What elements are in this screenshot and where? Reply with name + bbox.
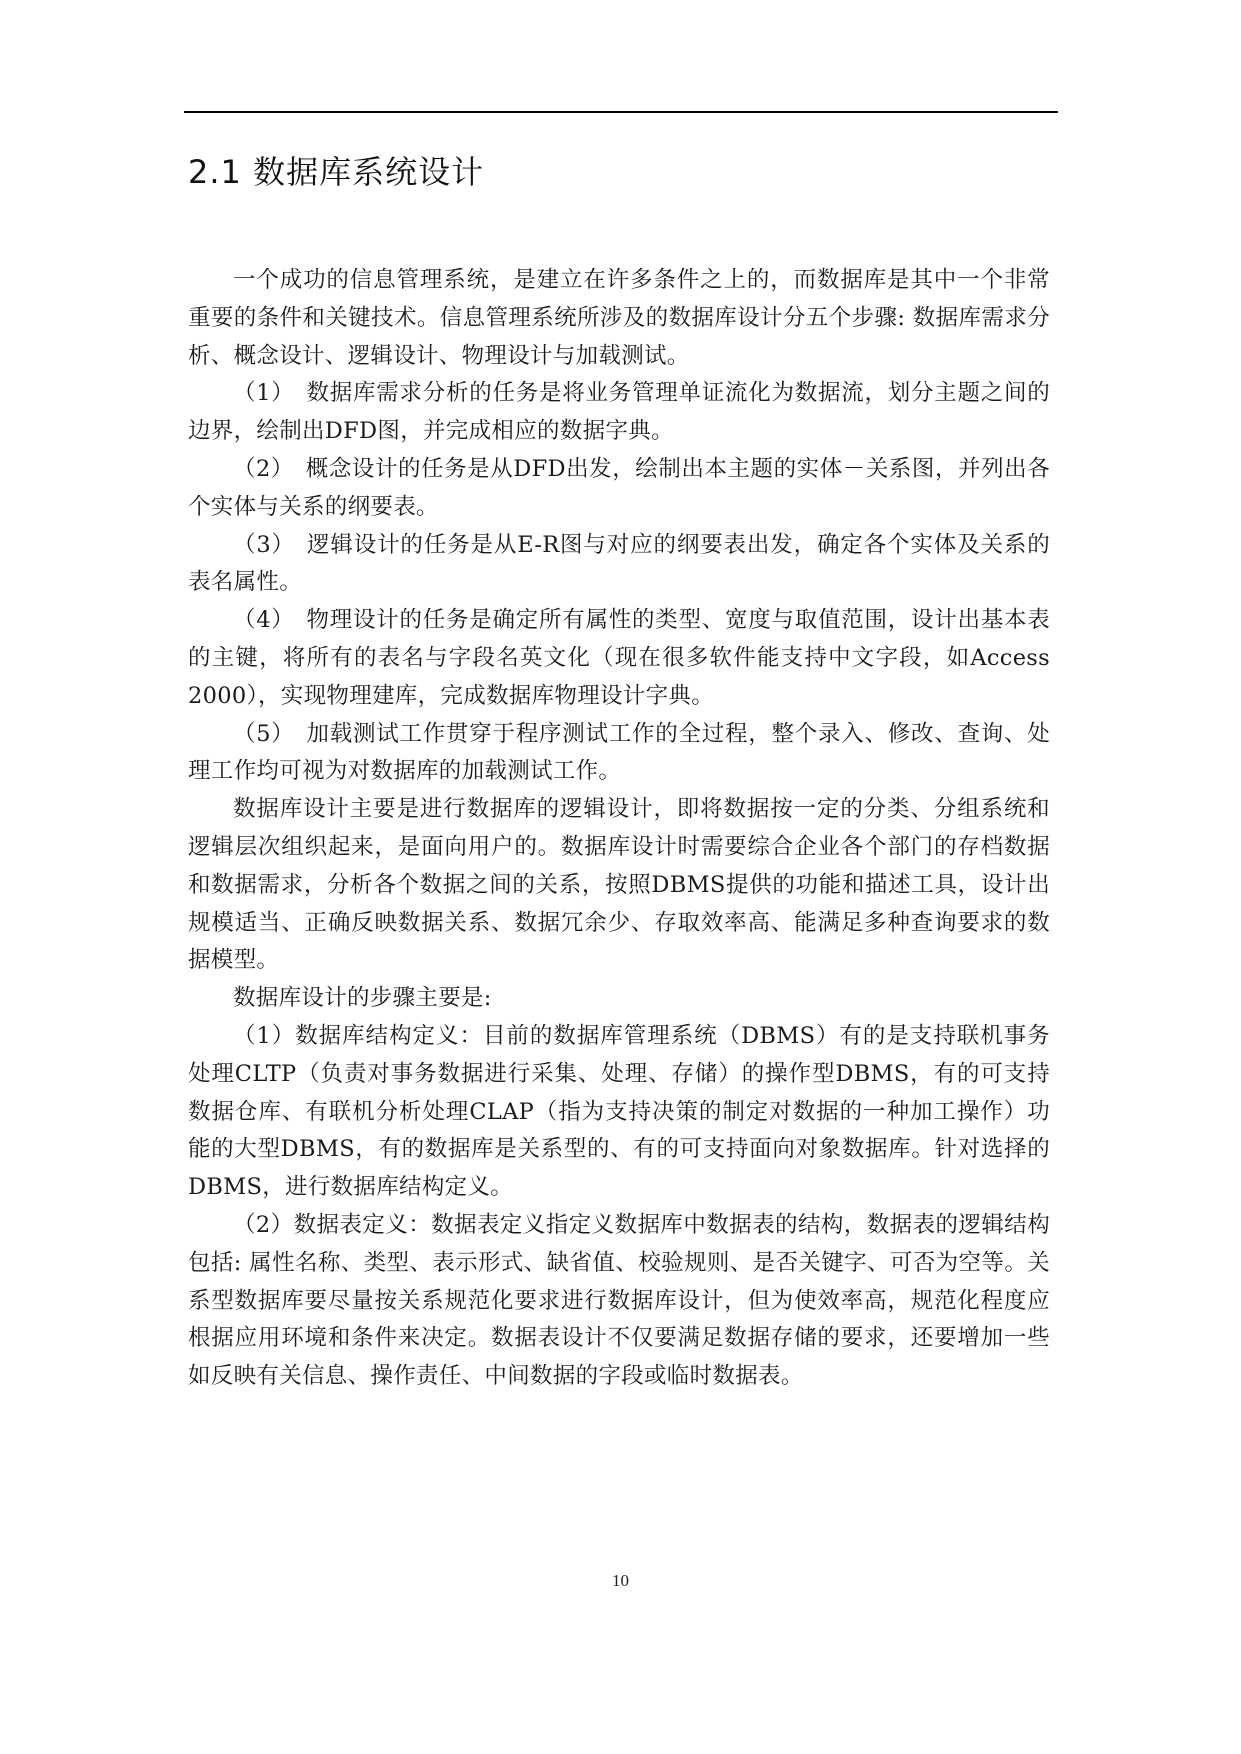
header-rule [184, 111, 1058, 113]
paragraph-step-5: （5） 加载测试工作贯穿于程序测试工作的全过程，整个录入、修改、查询、处理工作均可视为对数据库的加载测试工作。 [188, 720, 1050, 785]
paragraph-table-definition: （2）数据表定义：数据表定义指定义数据库中数据表的结构，数据表的逻辑结构包括: 属性名称、类型、表示形式、缺省值、校验规则、是否关键字、可否为空等。关系型数据库要尽量按关系规范化要求进行数据库设计，但为使效率高，规范化程度应根据应用环境和条件来决定。数据表设计不仅要满足数据存储的要求，还要增加一些如反映有关信息、操作责任、中间数据的字段或临时数据表。 [188, 1211, 1050, 1390]
paragraph-logical-design: 数据库设计主要是进行数据库的逻辑设计，即将数据按一定的分类、分组系统和逻辑层次组织起来，是面向用户的。数据库设计时需要综合企业各个部门的存档数据和数据需求，分析各个数据之间的关系，按照DBMS提供的功能和描述工具，设计出规模适当、正确反映数据关系、数据冗余少、存取效率高、能满足多种查询要求的数据模型。 [188, 796, 1050, 974]
paragraph-step-3: （3） 逻辑设计的任务是从E-R图与对应的纲要表出发，确定各个实体及关系的表名属性。 [188, 531, 1050, 596]
paragraph-structure-definition: （1）数据库结构定义：目前的数据库管理系统（DBMS）有的是支持联机事务处理CLTP（负责对事务数据进行采集、处理、存储）的操作型DBMS，有的可支持数据仓库、有联机分析处理CLAP（指为支持决策的制定对数据的一种加工操作）功能的大型DBMS，有的数据库是关系型的、有的可支持面向对象数据库。针对选择的DBMS，进行数据库结构定义。 [188, 1022, 1050, 1201]
paragraph-step-2: （2） 概念设计的任务是从DFD出发，绘制出本主题的实体－关系图，并列出各个实体与关系的纲要表。 [188, 455, 1050, 520]
body-text [188, 262, 1050, 1396]
page-number: 10 [612, 1571, 629, 1590]
section-title: 2.1 数据库系统设计 [188, 153, 485, 191]
paragraph-intro: 一个成功的信息管理系统，是建立在许多条件之上的，而数据库是其中一个非常重要的条件和关键技术。信息管理系统所涉及的数据库设计分五个步骤: 数据库需求分析、概念设计、逻辑设计、物理设计与加载测试。 [188, 267, 1050, 369]
paragraph-steps-heading: 数据库设计的步骤主要是: [233, 985, 492, 1012]
paragraph-step-1: （1） 数据库需求分析的任务是将业务管理单证流化为数据流，划分主题之间的边界，绘制出DFD图，并完成相应的数据字典。 [188, 380, 1050, 445]
paragraph-step-4: （4） 物理设计的任务是确定所有属性的类型、宽度与取值范围，设计出基本表的主键，将所有的表名与字段名英文化（现在很多软件能支持中文字段，如Access 2000），实现物理建库，完成数据库物理设计字典。 [188, 607, 1050, 709]
